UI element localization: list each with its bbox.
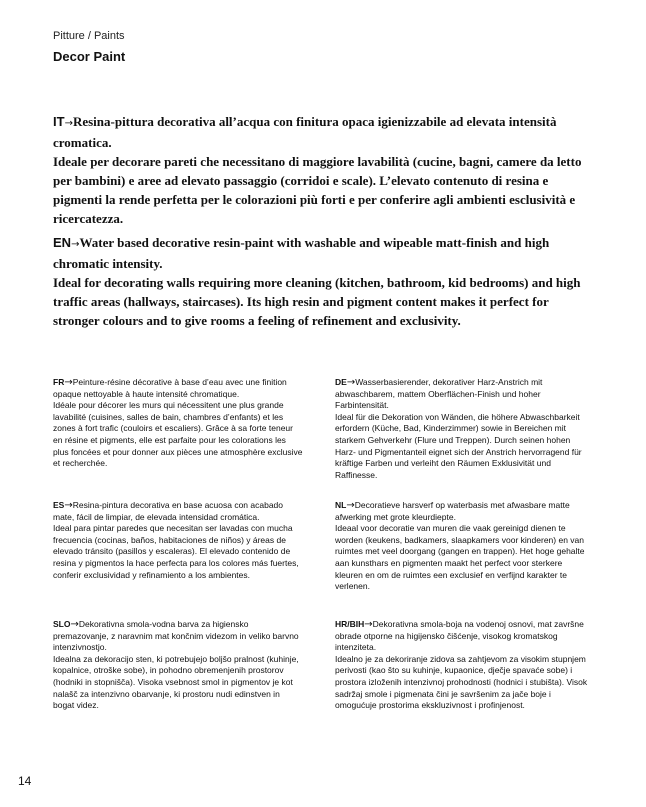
page-title: Decor Paint — [53, 49, 126, 64]
lang-code-es: ES — [53, 500, 65, 510]
description-de: Wasserbasierender, dekorativer Harz-Anstrich mit abwaschbarem, mattem Oberflächen-Finish und hoher Farbintensität. Ideal für die Dekoration von Wänden, die höhere Abwaschbarkeit erfordern (Küche, Bad, Kinderzimmer) sowie in Bereichen mit starkem Gehverkehr (Flure und Treppen). Durch seinen hohen Harz- und Pigmentanteil eignet sich der Anstrich hervorragend für kräftige Farben und verleiht den Räumen Exklusivität und Raffinesse. — [335, 377, 582, 480]
section-slo — [53, 619, 303, 712]
description-es: Resina-pintura decorativa en base acuosa con acabado mate, fácil de limpiar, de elevada intensidad cromática. Ideal para pintar paredes que necesitan ser lavadas con mucha frecuencia (cocinas, baños, habitaciones de niños) y áreas de elevado tránsito (pasillos y escaleras). El elevado contenido de resina y pigmentos la hace perfecta para los colores más fuertes, conferir exclusividad y refinamiento a los ambientes. — [53, 500, 299, 580]
lang-code-nl: NL — [335, 500, 347, 510]
arrow-icon: → — [70, 619, 79, 630]
section-en — [53, 233, 593, 330]
section-fr — [53, 377, 303, 470]
arrow-icon: → — [64, 118, 73, 129]
description-slo: Dekorativna smola-vodna barva za higiensko premazovanje, z naravnim mat končnim videzom in veliko barvno intenzivnostjo. Idealna za dekoracijo sten, ki potrebujejo boljšo pralnost (kuhinje, kopalnice, otroške sobe), in pohodno obremenjenih prostorov (hodniki in stopnišča). Visoka vsebnost smol in pigmentov je kot nalašč za intenzivno obarvanje, ki prostoru nudi edinstven in bogat videz. — [53, 619, 299, 711]
lang-code-hr-bih: HR/BIH — [335, 619, 365, 629]
section-it — [53, 112, 593, 228]
description-it: Resina-pittura decorativa all’acqua con finitura opaca igienizzabile ad elevata intensità cromatica. Ideale per decorare pareti che necessitano di maggiore lavabilità (cucine, bagni, camere da letto per bambini) e aree ad elevato passaggio (corridoi e scale). L’elevato contenuto di resina e pigmenti la rende perfetta per le colorazioni più forti e per conferire agli ambienti esclusività e ricercatezza. — [53, 114, 582, 226]
description-fr: Peinture-résine décorative à base d’eau avec une finition opaque nettoyable à haute intensité chromatique. Idéale pour décorer les murs qui nécessitent une plus grande lavabilité (cuisines, salles de bain, chambres d’enfants) et les zones à fort trafic (couloirs et escaliers). Grâce à sa forte teneur en résine et pigments, elle est parfaite pour les colorations les plus foncées et pour donner aux pièces une atmosphère exclusive et recherchée. — [53, 377, 303, 469]
lang-code-it: IT — [53, 114, 65, 129]
description-hr-bih: Dekorativna smola-boja na vodenoj osnovi, mat završne obrade otporne na higijensko čišćenje, visokog kromatskog intenziteta. Idealno je za dekoriranje zidova sa zahtjevom za visokim stupnjem perivosti (kao što su kuhinje, kupaonice, dječje spavaće sobe) i prostora izloženih intenzivnoj prohodnosti (hodnici i stubišta). Visok sadržaj smole i pigmenata čini je savršenim za jače boje i omogućuje prostorima ekskluzivnost i profinjenost. — [335, 619, 588, 711]
arrow-icon: → — [71, 239, 80, 250]
lang-code-fr: FR — [53, 377, 65, 387]
description-nl: Decoratieve harsverf op waterbasis met afwasbare matte afwerking met grote kleurdiepte. Ideaal voor decoratie van muren die vaak gereinigd dienen te worden (keukens, badkamers, slaapkamers voor kinderen) en van ruimtes met veel doorgang (gangen en trappen). Het hoge gehalte aan kunsthars en pigmenten maakt het perfect voor sterkere kleuren en om de ruimtes een exclusief en verfijnd karakter te verlenen. — [335, 500, 585, 592]
section-de — [335, 377, 590, 481]
lang-code-de: DE — [335, 377, 347, 387]
section-hr-bih — [335, 619, 590, 712]
section-nl — [335, 500, 590, 593]
page-number: 14 — [18, 774, 32, 788]
breadcrumb: Pitture / Paints — [53, 30, 125, 42]
description-en: Water based decorative resin-paint with washable and wipeable matt-finish and high chromatic intensity. Ideal for decorating walls requiring more cleaning (kitchen, bathroom, kid bedrooms) and high traffic areas (hallways, staircases). Its high resin and pigment content makes it perfect for stronger colours and to give rooms a feeling of refinement and exclusivity. — [53, 235, 581, 328]
arrow-icon: → — [64, 377, 73, 388]
lang-code-en: EN — [53, 235, 72, 250]
section-es — [53, 500, 303, 581]
arrow-icon: → — [64, 500, 73, 511]
arrow-icon: → — [346, 377, 356, 388]
lang-code-slo: SLO — [53, 619, 71, 629]
arrow-icon: → — [364, 619, 373, 630]
arrow-icon: → — [346, 500, 355, 511]
